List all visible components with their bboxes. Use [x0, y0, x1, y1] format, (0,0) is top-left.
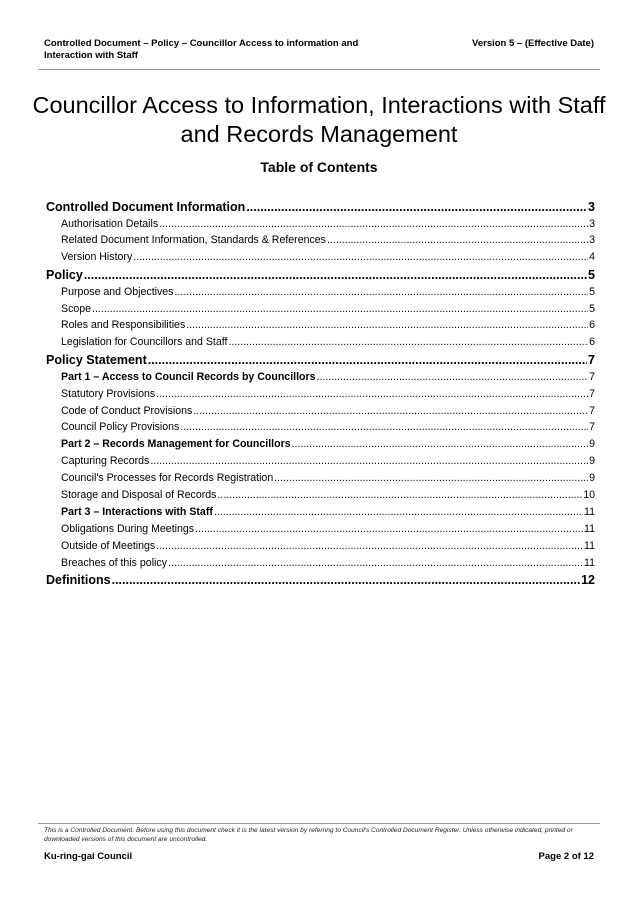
- page-header: [44, 38, 594, 62]
- toc-entry[interactable]: [46, 540, 595, 557]
- toc-entry-page: 12: [581, 573, 595, 588]
- toc-entry-label: Council Policy Provisions: [61, 421, 180, 434]
- toc-entry-page: 5: [588, 268, 595, 283]
- toc-entry-label: Council's Processes for Records Registration: [61, 472, 274, 485]
- toc-entry-page: 7: [588, 353, 595, 368]
- toc-leader: [133, 251, 588, 263]
- toc-leader: [292, 438, 589, 450]
- toc-leader: [186, 319, 588, 331]
- toc-entry[interactable]: [46, 506, 595, 523]
- toc-entry-label: Version History: [61, 251, 133, 264]
- toc-entry[interactable]: [46, 303, 595, 320]
- toc-entry-label: Related Document Information, Standards & References: [61, 234, 326, 247]
- toc-entry-label: Part 3 – Interactions with Staff: [61, 505, 213, 518]
- toc-entry-label: Breaches of this policy: [61, 556, 167, 569]
- toc-entry-page: 6: [589, 319, 595, 332]
- toc-entry-label: Capturing Records: [61, 455, 150, 468]
- toc-entry[interactable]: [46, 218, 595, 235]
- toc-entry[interactable]: [46, 573, 595, 591]
- toc-entry-label: Legislation for Councillors and Staff: [61, 336, 228, 349]
- toc-entry-page: 6: [589, 336, 595, 349]
- toc-entry-page: 11: [584, 522, 595, 535]
- toc-leader: [180, 421, 588, 433]
- toc-entry-page: 10: [583, 488, 595, 501]
- toc-leader: [159, 218, 588, 230]
- footer-divider: [38, 823, 600, 824]
- toc-entry-page: 7: [589, 421, 595, 434]
- toc-entry-label: Definitions: [46, 573, 111, 588]
- toc-entry-page: 4: [589, 251, 595, 264]
- toc-entry-page: 5: [589, 302, 595, 315]
- page-number: Page 2 of 12: [538, 851, 594, 862]
- toc-entry-label: Outside of Meetings: [61, 539, 156, 552]
- toc-entry-page: 3: [589, 217, 595, 230]
- toc-entry-label: Controlled Document Information: [46, 200, 246, 214]
- toc-entry-page: 3: [589, 234, 595, 247]
- toc-entry[interactable]: [46, 251, 595, 268]
- toc-leader: [150, 455, 588, 467]
- toc-entry-label: Part 1 – Access to Council Records by Councillors: [61, 370, 316, 383]
- toc-leader: [112, 573, 581, 587]
- table-of-contents: [46, 200, 595, 591]
- footer-organisation: Ku-ring-gai Council: [44, 851, 133, 862]
- toc-entry-page: 9: [589, 472, 595, 485]
- toc-entry-page: 9: [589, 438, 595, 451]
- toc-entry-label: Purpose and Objectives: [61, 285, 174, 298]
- toc-entry-label: Scope: [61, 302, 92, 315]
- toc-entry-label: Roles and Responsibilities: [61, 319, 186, 332]
- toc-entry[interactable]: [46, 489, 595, 506]
- header-document-title: Controlled Document – Policy – Councillor Access to information and Interaction with Staff: [44, 38, 359, 61]
- toc-entry-page: 9: [589, 455, 595, 468]
- toc-leader: [84, 268, 587, 282]
- toc-entry[interactable]: [46, 286, 595, 303]
- toc-entry-label: Storage and Disposal of Records: [61, 488, 217, 501]
- toc-leader: [195, 523, 583, 535]
- toc-entry[interactable]: [46, 268, 595, 286]
- toc-leader: [168, 557, 583, 569]
- header-version: Version 5 – (Effective Date): [472, 38, 594, 49]
- toc-leader: [156, 540, 583, 552]
- toc-entry-page: 5: [589, 285, 595, 298]
- toc-entry[interactable]: [46, 200, 595, 218]
- toc-leader: [148, 353, 587, 367]
- toc-entry-label: Obligations During Meetings: [61, 522, 195, 535]
- toc-leader: [246, 200, 587, 214]
- toc-entry[interactable]: [46, 336, 595, 353]
- toc-entry-page: 11: [584, 539, 595, 552]
- toc-entry[interactable]: [46, 405, 595, 422]
- toc-entry-page: 11: [584, 505, 595, 518]
- toc-entry[interactable]: [46, 319, 595, 336]
- toc-entry[interactable]: [46, 421, 595, 438]
- toc-entry-label: Policy: [46, 268, 83, 283]
- toc-entry[interactable]: [46, 371, 595, 388]
- toc-leader: [193, 405, 588, 417]
- toc-leader: [156, 388, 588, 400]
- toc-entry[interactable]: [46, 438, 595, 455]
- toc-entry-page: 7: [589, 370, 595, 383]
- toc-entry-label: Part 2 – Records Management for Councillors: [61, 438, 291, 451]
- toc-leader: [317, 371, 589, 383]
- toc-entry[interactable]: [46, 388, 595, 405]
- toc-leader: [327, 234, 588, 246]
- toc-leader: [214, 506, 583, 518]
- toc-leader: [274, 472, 588, 484]
- toc-entry-label: Authorisation Details: [61, 217, 159, 230]
- toc-entry-page: 7: [589, 387, 595, 400]
- toc-entry[interactable]: [46, 353, 595, 371]
- toc-entry-page: 11: [584, 556, 595, 569]
- header-divider: [38, 69, 600, 70]
- toc-leader: [228, 336, 588, 348]
- toc-entry[interactable]: [46, 523, 595, 540]
- page-footer: [44, 851, 594, 862]
- toc-entry[interactable]: [46, 455, 595, 472]
- toc-entry[interactable]: [46, 472, 595, 489]
- controlled-document-notice: This is a Controlled Document. Before using this document check it is the latest version by referring to Council's Controlled Document Register. Unless otherwise indicated, printed or downloaded versions of this document are uncontrolled.: [44, 827, 573, 843]
- toc-leader: [174, 286, 588, 298]
- toc-entry-label: Code of Conduct Provisions: [61, 404, 193, 417]
- document-title: Councillor Access to Information, Interactions with Staff and Records Management: [32, 92, 606, 147]
- toc-leader: [92, 303, 588, 315]
- toc-entry-page: 3: [588, 200, 595, 214]
- toc-entry[interactable]: [46, 234, 595, 251]
- toc-entry-label: Policy Statement: [46, 353, 147, 368]
- toc-entry[interactable]: [46, 557, 595, 574]
- toc-heading: Table of Contents: [260, 159, 378, 175]
- toc-entry-label: Statutory Provisions: [61, 387, 156, 400]
- toc-leader: [217, 489, 582, 501]
- toc-entry-page: 7: [589, 404, 595, 417]
